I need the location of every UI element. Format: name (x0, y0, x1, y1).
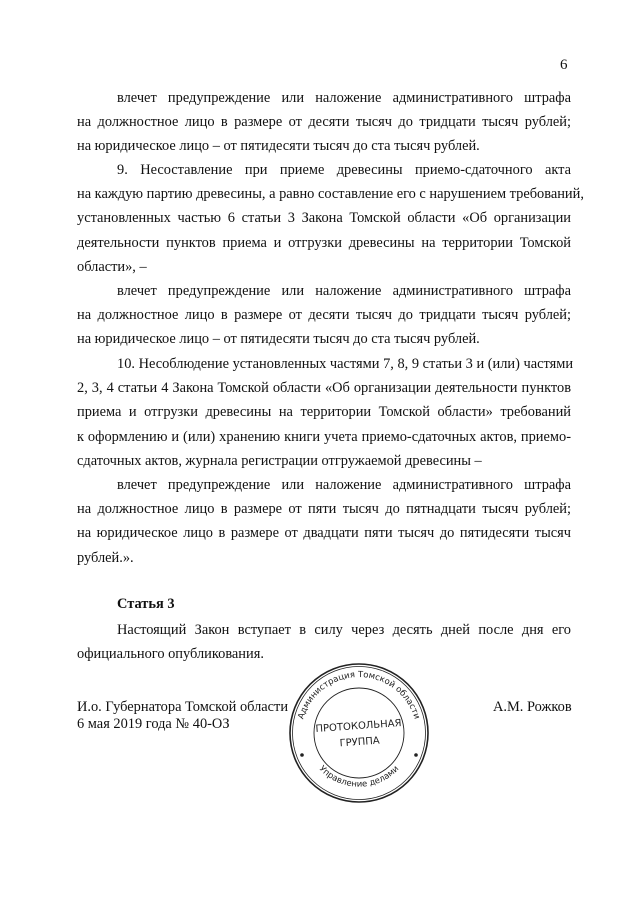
stamp-center-line-2: ГРУППА (339, 735, 381, 750)
text-line: на юридическое лицо – от пятидесяти тысяч до ста тысяч рублей. (77, 138, 480, 155)
article-heading: Статья 3 (117, 596, 175, 612)
signatory-position: И.о. Губернатора Томской области (77, 699, 289, 715)
stamp-dot (300, 753, 304, 757)
paragraph-item-10 (77, 352, 574, 473)
text-line: сдаточных актов, журнала регистрации отгружаемой древесины – (77, 452, 482, 469)
paragraph-penalty-3 (77, 473, 571, 570)
text-line: к оформлению и (или) хранению книги учета приемо-сдаточных актов, приемо- (77, 428, 571, 445)
stamp-ring-bottom-text: Управление делами (316, 763, 402, 790)
article-text (77, 618, 571, 666)
text-line: на юридическое лицо в размере от двадцати пяти тысяч до пятидесяти тысяч (77, 525, 571, 542)
text-line: официального опубликования. (77, 646, 264, 663)
text-line: на должностное лицо в размере от пяти тысяч до пятнадцати тысяч рублей; (77, 501, 571, 518)
text-line: 2, 3, 4 статьи 4 Закона Томской области «Об организации деятельности пунктов (77, 380, 571, 397)
paragraph-penalty-1 (77, 86, 571, 159)
text-line: 10. Несоблюдение установленных частями 7, 8, 9 статьи 3 и (или) частями (117, 356, 574, 372)
paragraph-item-9 (77, 158, 584, 279)
text-line: влечет предупреждение или наложение административного штрафа (117, 477, 571, 493)
law-date-number: 6 мая 2019 года № 40-ОЗ (77, 716, 230, 732)
text-line: влечет предупреждение или наложение административного штрафа (117, 283, 571, 299)
paragraph-penalty-2 (77, 279, 571, 352)
text-line: на должностное лицо в размере от десяти тысяч до тридцати тысяч рублей; (77, 307, 571, 324)
signature-block (77, 699, 288, 733)
text-line: приема и отгрузки древесины на территории Томской области» требований (77, 404, 571, 421)
text-line: области», – (77, 258, 147, 275)
text-line: на должностное лицо в размере от десяти тысяч до тридцати тысяч рублей; (77, 114, 571, 131)
text-line: Настоящий Закон вступает в силу через десять дней после дня его (117, 622, 571, 638)
stamp-dot (414, 753, 418, 757)
text-line: рублей.». (77, 549, 134, 566)
text-line: влечет предупреждение или наложение административного штрафа (117, 90, 571, 106)
official-stamp (287, 661, 431, 805)
text-line: на каждую партию древесины, а равно составление его с нарушением требований, (77, 186, 584, 203)
stamp-center-line-1: ПРОТОКОЛЬНАЯ (315, 718, 402, 736)
text-line: 9. Несоставление при приеме древесины приемо-сдаточного акта (117, 162, 571, 178)
text-line: на юридическое лицо – от пятидесяти тысяч до ста тысяч рублей. (77, 331, 480, 348)
text-line: установленных частью 6 статьи 3 Закона Томской области «Об организации (77, 210, 571, 227)
stamp-ring-top-text: Администрация Томской области (296, 669, 422, 721)
page-number: 6 (560, 57, 568, 73)
text-line: деятельности пунктов приема и отгрузки древесины на территории Томской (77, 234, 571, 251)
signatory-name: А.М. Рожков (493, 699, 572, 715)
